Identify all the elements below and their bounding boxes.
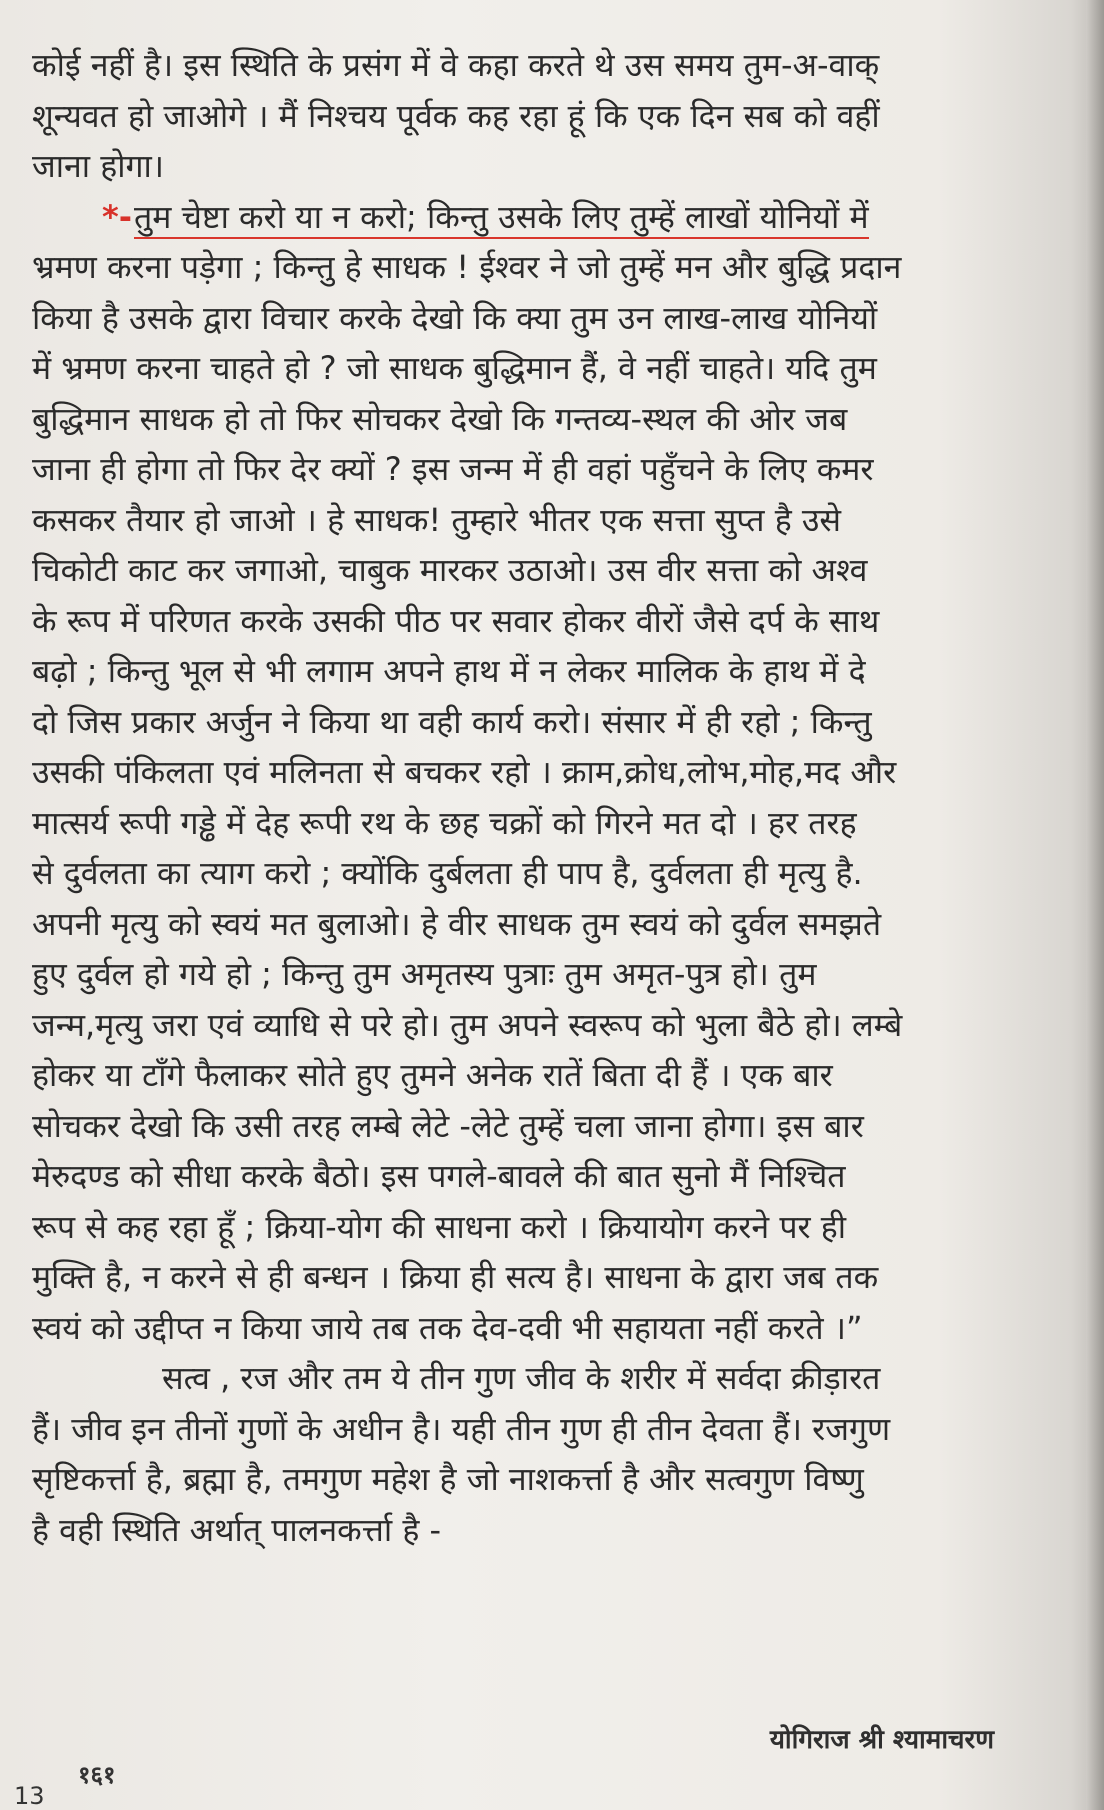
text-line: सृष्टिकर्त्ता है, ब्रह्मा है, तमगुण महेश है जो नाशकर्त्ता है और सत्वगुण विष्णु <box>32 1460 864 1498</box>
text-line: से दुर्वलता का त्याग करो ; क्योंकि दुर्बलता ही पाप है, दुर्वलता ही मृत्यु है. <box>32 854 863 892</box>
text-line: जन्म,मृत्यु जरा एवं व्याधि से परे हो। तुम अपने स्वरूप को भुला बैठे हो। लम्बे <box>32 1005 903 1044</box>
text-line-first: सत्व , रज और तम ये तीन गुण जीव के शरीर में सर्वदा क्रीड़ारत <box>162 1359 881 1397</box>
text-line: होकर या टाँगे फैलाकर सोते हुए तुमने अनेक रातें बिता दी हैं । एक बार <box>32 1056 833 1094</box>
paragraph-2 <box>32 192 992 1354</box>
text-line: के रूप में परिणत करके उसकी पीठ पर सवार होकर वीरों जैसे दर्प के साथ <box>32 601 880 640</box>
handwritten-mark: 13 <box>14 1782 45 1810</box>
text-line: चिकोटी काट कर जगाओ, चाबुक मारकर उठाओ। उस वीर सत्ता को अश्व <box>32 551 868 589</box>
text-line: अपनी मृत्यु को स्वयं मत बुलाओ। हे वीर साधक तुम स्वयं को दुर्वल समझते <box>32 904 882 943</box>
text-line: जाना होगा। <box>32 147 164 185</box>
text-line: शून्यवत हो जाओगे । मैं निश्चय पूर्वक कह रहा हूं कि एक दिन सब को वहीं <box>32 96 880 135</box>
text-line: है वही स्थिति अर्थात् पालनकर्त्ता है - <box>32 1510 442 1549</box>
running-footer-title: योगिराज श्री श्यामाचरण <box>769 1725 994 1755</box>
text-line: हैं। जीव इन तीनों गुणों के अधीन है। यही तीन गुण ही तीन देवता हैं। रजगुण <box>32 1409 891 1448</box>
text-line: किया है उसके द्वारा विचार करके देखो कि क्या तुम उन लाख-लाख योनियों <box>32 298 878 337</box>
text-line: मेरुदण्ड को सीधा करके बैठो। इस पगले-बावले की बात सुनो मैं निश्चित <box>32 1157 846 1195</box>
text-line-first <box>32 192 992 243</box>
text-line: कसकर तैयार हो जाओ । हे साधक! तुम्हारे भीतर एक सत्ता सुप्त है उसे <box>32 500 842 539</box>
text-line: बुद्धिमान साधक हो तो फिर सोचकर देखो कि गन्तव्य-स्थल की ओर जब <box>32 399 848 438</box>
body-text <box>32 40 992 1555</box>
text-line: में भ्रमण करना चाहते हो ? जो साधक बुद्धिमान हैं, वे नहीं चाहते। यदि तुम <box>32 349 877 387</box>
text-line: रूप से कह रहा हूँ ; क्रिया-योग की साधना करो । क्रियायोग करने पर ही <box>32 1207 847 1246</box>
text-line: भ्रमण करना पड़ेगा ; किन्तु हे साधक ! ईश्वर ने जो तुम्हें मन और बुद्धि प्रदान <box>32 248 902 286</box>
underlined-text: तुम चेष्टा करो या न करो; किन्तु उसके लिए तुम्हें लाखों योनियों में <box>134 198 869 239</box>
text-line: दो जिस प्रकार अर्जुन ने किया था वही कार्य करो। संसार में ही रहो ; किन्तु <box>32 702 872 741</box>
text-line: कोई नहीं है। इस स्थिति के प्रसंग में वे कहा करते थे उस समय तुम-अ-वाक् <box>32 46 880 84</box>
text-line: मात्सर्य रूपी गड्ढे में देह रूपी रथ के छह चक्रों को गिरने मत दो । हर तरह <box>32 803 857 842</box>
text-line: हुए दुर्वल हो गये हो ; किन्तु तुम अमृतस्य पुत्राः तुम अमृत-पुत्र हो। तुम <box>32 955 817 993</box>
text-line: उसकी पंकिलता एवं मलिनता से बचकर रहो । क्राम,क्रोध,लोभ,मोह,मद और <box>32 753 897 791</box>
text-line: स्वयं को उद्दीप्त न किया जाये तब तक देव-दवी भी सहायता नहीं करते ।” <box>32 1308 863 1347</box>
book-spine-shadow <box>1086 0 1104 1810</box>
text-line: बढ़ो ; किन्तु भूल से भी लगाम अपने हाथ में न लेकर मालिक के हाथ में दे <box>32 652 866 690</box>
paragraph-3 <box>32 1353 992 1555</box>
paragraph-1 <box>32 40 992 192</box>
text-line: सोचकर देखो कि उसी तरह लम्बे लेटे -लेटे तुम्हें चला जाना होगा। इस बार <box>32 1106 864 1145</box>
page-number: १६१ <box>78 1761 116 1789</box>
text-line: जाना ही होगा तो फिर देर क्यों ? इस जन्म में ही वहां पहुँचने के लिए कमर <box>32 450 874 488</box>
text-line: मुक्ति है, न करने से ही बन्धन । क्रिया ही सत्य है। साधना के द्वारा जब तक <box>32 1258 879 1296</box>
asterisk-mark-icon: *- <box>102 197 133 236</box>
